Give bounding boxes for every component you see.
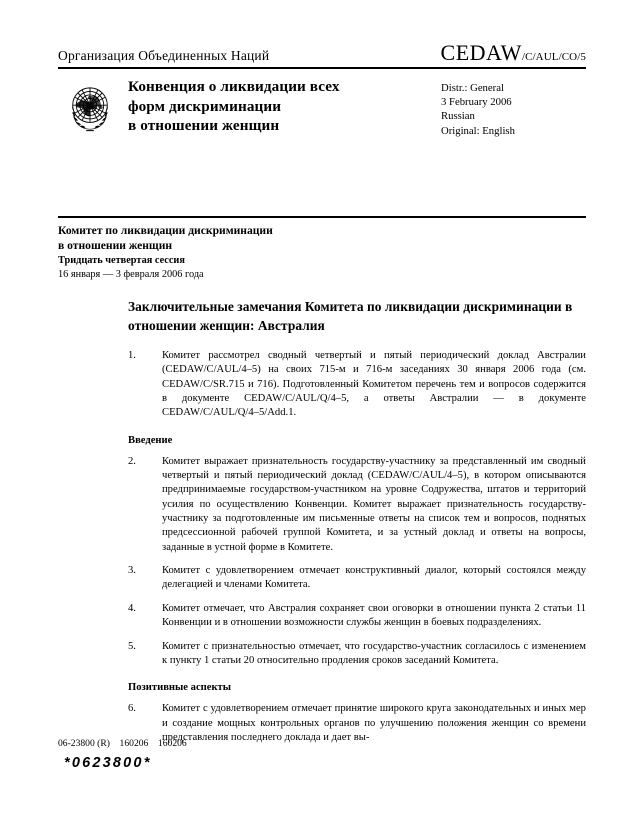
session-title: Тридцать четвертая сессия (58, 255, 185, 267)
paragraph-1 (128, 349, 586, 421)
document-symbol-suffix: /C/AUL/CO/5 (521, 51, 586, 63)
paragraph-text: Комитет с признательностью отмечает, что государство-участник согласилось с изменением к пункту 1 статьи 20 относительно продления сроков заседаний Комитета. (162, 640, 586, 666)
barcode-text: *0623800* (64, 755, 152, 771)
paragraph-number: 1. (128, 350, 136, 361)
session-dates: 16 января — 3 февраля 2006 года (58, 269, 204, 281)
paragraph-number: 4. (128, 602, 136, 614)
paragraph-text: Комитет с удовлетворением отмечает принятие широкого круга законодательных и иных мер и создание мощных контрольных органов по улучшению положения женщин со времени представления последнего доклада и дает вы- (162, 703, 586, 743)
paragraph-4 (128, 602, 586, 631)
committee-block (58, 216, 586, 282)
distribution-language: Russian (441, 110, 475, 123)
paragraph-number: 5. (128, 640, 136, 652)
paragraph-3 (128, 564, 586, 593)
committee-name (58, 224, 586, 253)
job-number: 06-23800 (R) 160206 160206 (58, 738, 187, 749)
committee-name-line-1: Комитет по ликвидации дискриминации (58, 224, 273, 237)
paragraph-number: 3. (128, 565, 136, 577)
convention-title (128, 76, 437, 136)
paragraph-text: Комитет с удовлетворением отмечает конструктивный диалог, который состоялся между делегацией и членами Комитета. (162, 565, 586, 591)
committee-name-line-2: в отношении женщин (58, 238, 173, 252)
paragraph-text: Комитет рассмотрел сводный четвертый и пятый периодический доклад Австралии (CEDAW/C/AUL/4–5) на своих 715-м и 716-м заседаниях 30 января 2006 года (см. CEDAW/C/SR.715 и 716). Подготовленный Комитетом перечень тем и вопросов содержится в документе CEDAW/C/AUL/Q/4–5, а ответы Австралии — в документе CEDAW/C/AUL/Q/4–5/Add.1. (162, 350, 586, 419)
masthead-top-row (58, 42, 586, 64)
convention-title-line-1: Конвенция о ликвидации всех (128, 78, 340, 95)
paragraph-text: Комитет отмечает, что Австралия сохраняет свои оговорки в отношении пункта 2 статьи 11 Конвенции и в отношении возможности службы женщин в боевых подразделениях. (162, 602, 586, 629)
page-footer (58, 737, 586, 773)
distribution-original: Original: English (441, 124, 515, 137)
paragraph-2 (128, 455, 586, 555)
un-emblem-icon (58, 77, 122, 141)
paragraph-number: 2. (128, 455, 136, 467)
section-heading-introduction: Введение (128, 434, 173, 446)
distribution-date: 3 February 2006 (441, 96, 512, 109)
convention-title-line-3: в отношении женщин (128, 117, 280, 134)
page-title: Заключительные замечания Комитета по ликвидации дискриминации в отношении женщин: Австралия (128, 299, 573, 333)
document-symbol (441, 42, 586, 64)
convention-title-line-2: форм дискриминации (128, 97, 282, 115)
masthead (58, 42, 586, 141)
distribution-type: Distr.: General (441, 82, 504, 94)
committee-divider (58, 216, 586, 218)
document-body (128, 297, 586, 754)
section-heading-positive-aspects: Позитивные аспекты (128, 682, 232, 694)
paragraph-5 (128, 640, 586, 669)
paragraph-text: Комитет выражает признательность государству-участнику за представленный им сводный четвертый и пятый периодический доклад (CEDAW/C/AUL/4–5), в котором описываются предпринимаемые государством-участником на уровне Содружества, штатов и территорий усилия по осуществлению Конвенции. Комитет выражает признательность государству-участнику за подготовленные им письменные ответы на список тем и вопросов, поднятых предсессионной рабочей группой Комитета, и за устный доклад и ответы на вопросы, заданные в устной форме в Комитете. (162, 455, 586, 553)
document-symbol-main: CEDAW (440, 40, 522, 65)
paragraph-number: 6. (128, 703, 136, 715)
organization-name: Организация Объединенных Наций (58, 48, 270, 63)
masthead-divider (58, 67, 586, 69)
masthead-body (58, 76, 586, 141)
distribution-block (441, 76, 586, 138)
